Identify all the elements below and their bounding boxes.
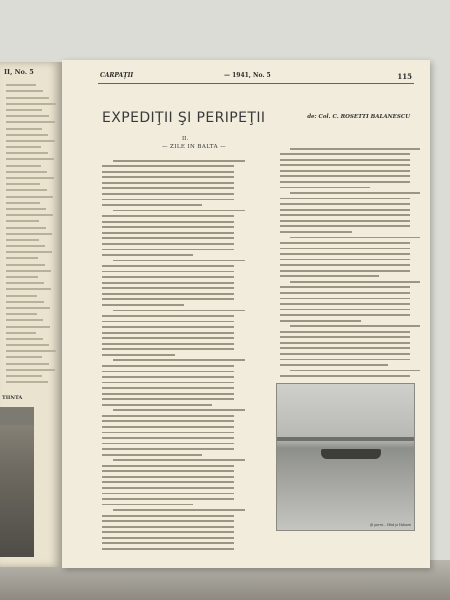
text-line [102,382,234,384]
text-line [6,326,50,328]
text-line [6,363,49,365]
text-line [102,365,234,367]
text-line [6,313,37,315]
text-line [280,286,410,288]
text-line [6,282,44,284]
text-line [102,226,234,228]
text-line [102,315,234,317]
text-line [6,319,43,321]
text-line [280,225,410,227]
text-line [113,359,245,361]
text-line [280,159,410,161]
text-line [113,509,245,511]
text-line [280,175,410,177]
text-line [102,493,234,495]
text-line [102,215,234,217]
left-page-photo-sky [0,407,34,425]
text-line [102,487,234,489]
text-line [6,264,45,266]
text-line [6,202,40,204]
text-line [113,310,245,312]
text-line [280,198,410,200]
text-line [102,387,234,389]
left-page-text [6,80,56,387]
text-line [6,152,48,154]
text-column-left [102,156,234,554]
text-line [280,292,410,294]
journal-name: CARPAŢII [100,72,134,79]
text-line [102,304,184,306]
text-line [102,354,175,356]
text-line [102,204,202,206]
text-line [280,170,410,172]
text-line [280,187,370,189]
text-line [280,309,410,311]
text-line [113,210,245,212]
text-line [280,231,352,233]
text-line [102,237,234,239]
text-line [102,504,193,506]
text-line [102,515,234,517]
text-line [280,214,410,216]
text-line [280,209,410,211]
text-line [280,270,410,272]
text-line [280,331,410,333]
text-line [102,254,193,256]
text-line [102,470,234,472]
text-line [102,271,234,273]
issue-label: — 1941, No. 5 [224,72,271,79]
page-number: 115 [397,72,412,81]
section-title: — ZILE IN BALTA — [162,144,226,150]
text-line [102,432,234,434]
text-line [102,293,234,295]
article-photo [276,383,415,531]
text-line [102,282,234,284]
text-line [102,437,234,439]
text-line [102,326,234,328]
text-line [102,548,234,550]
text-line [6,90,43,92]
text-line [102,265,234,267]
left-page-section-label: TIINTA [2,395,23,401]
text-line [102,171,234,173]
text-line [113,459,245,461]
text-line [102,371,234,373]
text-line [6,165,41,167]
text-line [102,376,234,378]
text-line [102,165,234,167]
text-line [6,196,53,198]
text-line [102,498,234,500]
text-line [102,276,234,278]
text-line [102,526,234,528]
text-line [6,220,39,222]
text-line [280,203,410,205]
text-line [102,481,234,483]
text-line [6,350,56,352]
text-line [280,342,410,344]
article-title: EXPEDIŢII ŞI PERIPEŢII [102,110,266,126]
text-line [280,364,388,366]
text-line [6,158,54,160]
text-line [6,381,48,383]
text-line [102,337,234,339]
text-line [280,253,410,255]
text-line [280,353,410,355]
text-line [6,121,55,123]
text-line [6,356,42,358]
text-line [102,199,234,201]
text-line [102,531,234,533]
text-line [6,183,40,185]
text-line [280,164,410,166]
text-line [280,314,410,316]
text-line [102,182,234,184]
text-line [6,233,52,235]
text-line [290,281,420,283]
text-line [280,220,410,222]
text-line [102,404,212,406]
text-line [6,270,51,272]
text-line [6,208,46,210]
text-line [102,476,234,478]
text-line [280,359,410,361]
text-line [6,84,36,86]
text-line [102,348,234,350]
text-line [102,420,234,422]
text-line [6,338,43,340]
text-line [6,301,44,303]
section-number: II. [182,136,189,142]
text-line [280,153,410,155]
text-line [6,134,48,136]
text-line [6,257,38,259]
text-line [6,295,37,297]
text-line [6,239,39,241]
text-line [6,251,52,253]
text-line [6,214,53,216]
text-line [6,103,56,105]
text-line [102,443,234,445]
text-line [280,336,410,338]
text-line [102,542,234,544]
text-line [102,332,234,334]
text-line [6,369,55,371]
photo-shoreline [277,437,414,441]
text-line [280,248,410,250]
text-line [280,298,410,300]
text-line [113,409,245,411]
text-line [102,193,234,195]
text-line [6,288,51,290]
text-line [113,160,245,162]
text-line [290,370,420,372]
text-line [102,465,234,467]
text-line [290,237,420,239]
text-line [290,192,420,194]
text-line [102,321,234,323]
text-line [6,375,42,377]
text-line [102,537,234,539]
text-line [6,115,49,117]
article-author: de: Col. C. ROSETTI BALANESCU [307,114,410,120]
text-line [290,148,420,150]
text-line [6,109,42,111]
text-line [6,171,47,173]
left-page [0,62,62,567]
text-line [280,375,410,377]
text-column-right [280,144,410,381]
text-line [102,398,234,400]
text-line [113,260,245,262]
text-line [102,232,234,234]
text-line [6,128,42,130]
text-line [280,303,410,305]
text-line [102,448,234,450]
text-line [102,298,234,300]
left-page-photo [0,407,34,557]
text-line [290,325,420,327]
text-line [6,245,45,247]
text-line [102,426,234,428]
text-line [102,249,234,251]
text-line [6,344,49,346]
text-line [6,227,46,229]
text-line [102,415,234,417]
text-line [280,264,410,266]
text-line [102,520,234,522]
text-line [280,259,410,261]
photo-caption: Şi porni... Vânt şi Valoare [370,523,411,527]
text-line [6,307,50,309]
text-line [6,146,41,148]
text-line [102,176,234,178]
text-line [6,177,54,179]
text-line [6,140,55,142]
article-page [62,60,430,568]
text-line [102,393,234,395]
text-line [102,243,234,245]
text-line [102,187,234,189]
text-line [6,332,36,334]
text-line [102,221,234,223]
text-line [280,320,361,322]
text-line [280,275,379,277]
text-line [6,276,38,278]
header-rule [98,83,414,84]
text-line [280,181,410,183]
text-line [6,189,47,191]
left-page-header: II, No. 5 [4,68,34,76]
photo-boat [321,449,381,459]
text-line [102,343,234,345]
text-line [102,454,202,456]
text-line [6,97,49,99]
text-line [280,347,410,349]
text-line [280,242,410,244]
text-line [102,287,234,289]
